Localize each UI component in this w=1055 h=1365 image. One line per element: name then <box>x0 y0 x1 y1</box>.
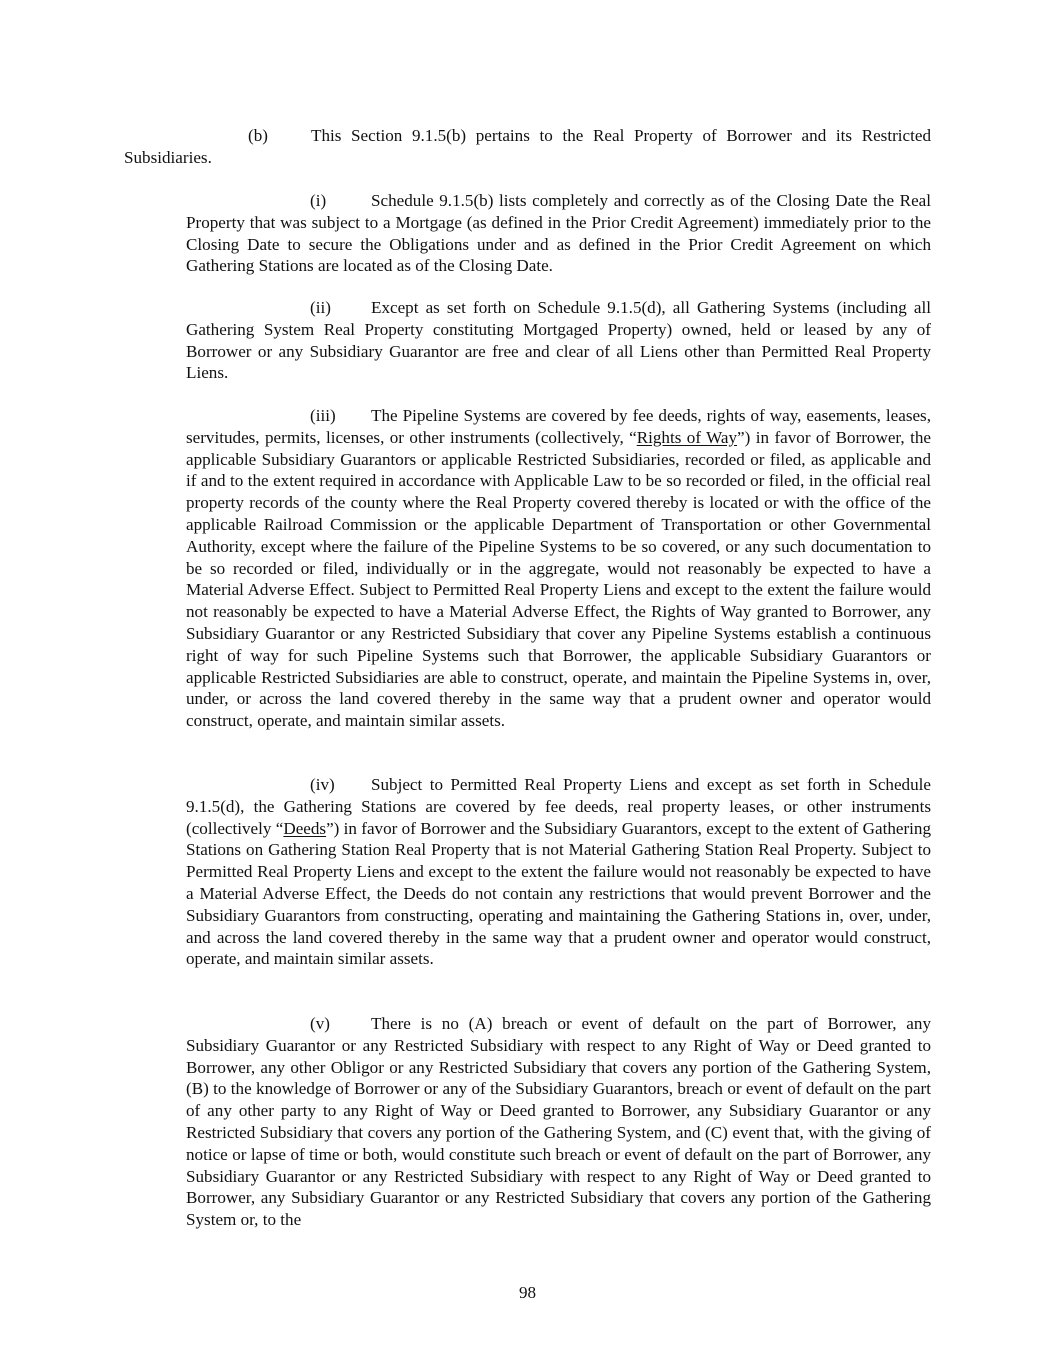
paragraph-ii <box>186 297 931 384</box>
paragraph-iii <box>186 405 931 732</box>
paragraph-v-number: (v) <box>310 1014 330 1033</box>
section-b-label: (b) <box>248 126 268 145</box>
paragraph-iv-text-after: ”) in favor of Borrower and the Subsidiary Guarantors, except to the extent of Gathering Stations on Gathering Station Real Property that is not Material Gathering Station Real Property. Subject to Permitted Real Property Liens and except to the extent the failure would not reasonably be expected to have a Material Adverse Effect, the Deeds do not contain any restrictions that would prevent Borrower and the Subsidiary Guarantors from constructing, operating and maintaining the Gathering Stations in, over, under, and across the land covered thereby in the same way that a prudent owner and operator would construct, operate, and maintain similar assets. <box>186 818 931 969</box>
paragraph-iii-text-before: The Pipeline Systems are covered by fee deeds, rights of way, easements, leases, servitudes, permits, licenses, or other instruments (collectively, “ <box>186 406 931 447</box>
section-b-heading <box>124 125 931 169</box>
paragraph-ii-number: (ii) <box>310 298 331 317</box>
paragraph-ii-text: Except as set forth on Schedule 9.1.5(d), all Gathering Systems (including all Gathering System Real Property constituting Mortgaged Property) owned, held or leased by any of Borrower or any Subsidiary Guarantor are free and clear of all Liens other than Permitted Real Property Liens. <box>186 298 931 383</box>
paragraph-iv-number: (iv) <box>310 775 335 794</box>
paragraph-i-text: Schedule 9.1.5(b) lists completely and correctly as of the Closing Date the Real Property that was subject to a Mortgage (as defined in the Prior Credit Agreement) immediately prior to the Closing Date to secure the Obligations under and as defined in the Prior Credit Agreement on which Gathering Stations are located as of the Closing Date. <box>186 191 931 276</box>
paragraph-iii-number: (iii) <box>310 406 336 425</box>
section-b-line2: Subsidiaries. <box>124 147 212 167</box>
paragraph-i <box>186 190 931 277</box>
paragraph-iii-text-after: ”) in favor of Borrower, the applicable Subsidiary Guarantors or applicable Restricted Subsidiaries, recorded or filed, as applicable and if and to the extent required in accordance with Applicable Law to be so recorded or filed, in the official real property records of the county where the Real Property covered thereby is located or with the office of the applicable Railroad Commission or the applicable Department of Transportation or other Governmental Authority, except where the failure of the Pipeline Systems to be so covered, or any such documentation to be so recorded or filed, individually or in the aggregate, would not reasonably be expected to have a Material Adverse Effect. Subject to Permitted Real Property Liens and except to the extent the failure would not reasonably be expected to have a Material Adverse Effect, the Rights of Way granted to Borrower, any Subsidiary Guarantor or any Restricted Subsidiary that cover any Pipeline Systems establish a continuous right of way for such Pipeline Systems such that Borrower, the applicable Subsidiary Guarantors or applicable Restricted Subsidiaries are able to construct, operate, and maintain the Pipeline Systems in, over, under, or across the land covered thereby in the same way that a prudent owner and operator would construct, operate, and maintain similar assets. <box>186 427 931 731</box>
page-number: 98 <box>518 1283 537 1302</box>
paragraph-v <box>186 1013 931 1231</box>
paragraph-iv-text-before: Subject to Permitted Real Property Liens and except as set forth in Schedule 9.1.5(d), the Gathering Stations are covered by fee deeds, real property leases, or other instruments (collectively “ <box>186 775 931 838</box>
paragraph-v-text: There is no (A) breach or event of default on the part of Borrower, any Subsidiary Guarantor or any Restricted Subsidiary with respect to any Right of Way or Deed granted to Borrower, any other Obligor or any Restricted Subsidiary that covers any portion of the Gathering System, (B) to the knowledge of Borrower or any of the Subsidiary Guarantors, breach or event of default on the part of any other party to any Right of Way or Deed granted to Borrower, any Subsidiary Guarantor or any Restricted Subsidiary that covers any portion of the Gathering System, and (C) event that, with the giving of notice or lapse of time or both, would constitute such breach or event of default on the part of Borrower, any Subsidiary Guarantor or any Restricted Subsidiary with respect to any Right of Way or Deed granted to Borrower, any Subsidiary Guarantor or any Restricted Subsidiary that covers any portion of the Gathering System or, to the <box>186 1014 931 1230</box>
defined-term-deeds: Deeds <box>283 818 327 838</box>
paragraph-iv <box>186 774 931 970</box>
section-b-line1: This Section 9.1.5(b) pertains to the Real Property of Borrower and its Restricted <box>311 126 931 145</box>
defined-term-rights-of-way: Rights of Way <box>636 427 738 447</box>
paragraph-i-number: (i) <box>310 191 327 210</box>
